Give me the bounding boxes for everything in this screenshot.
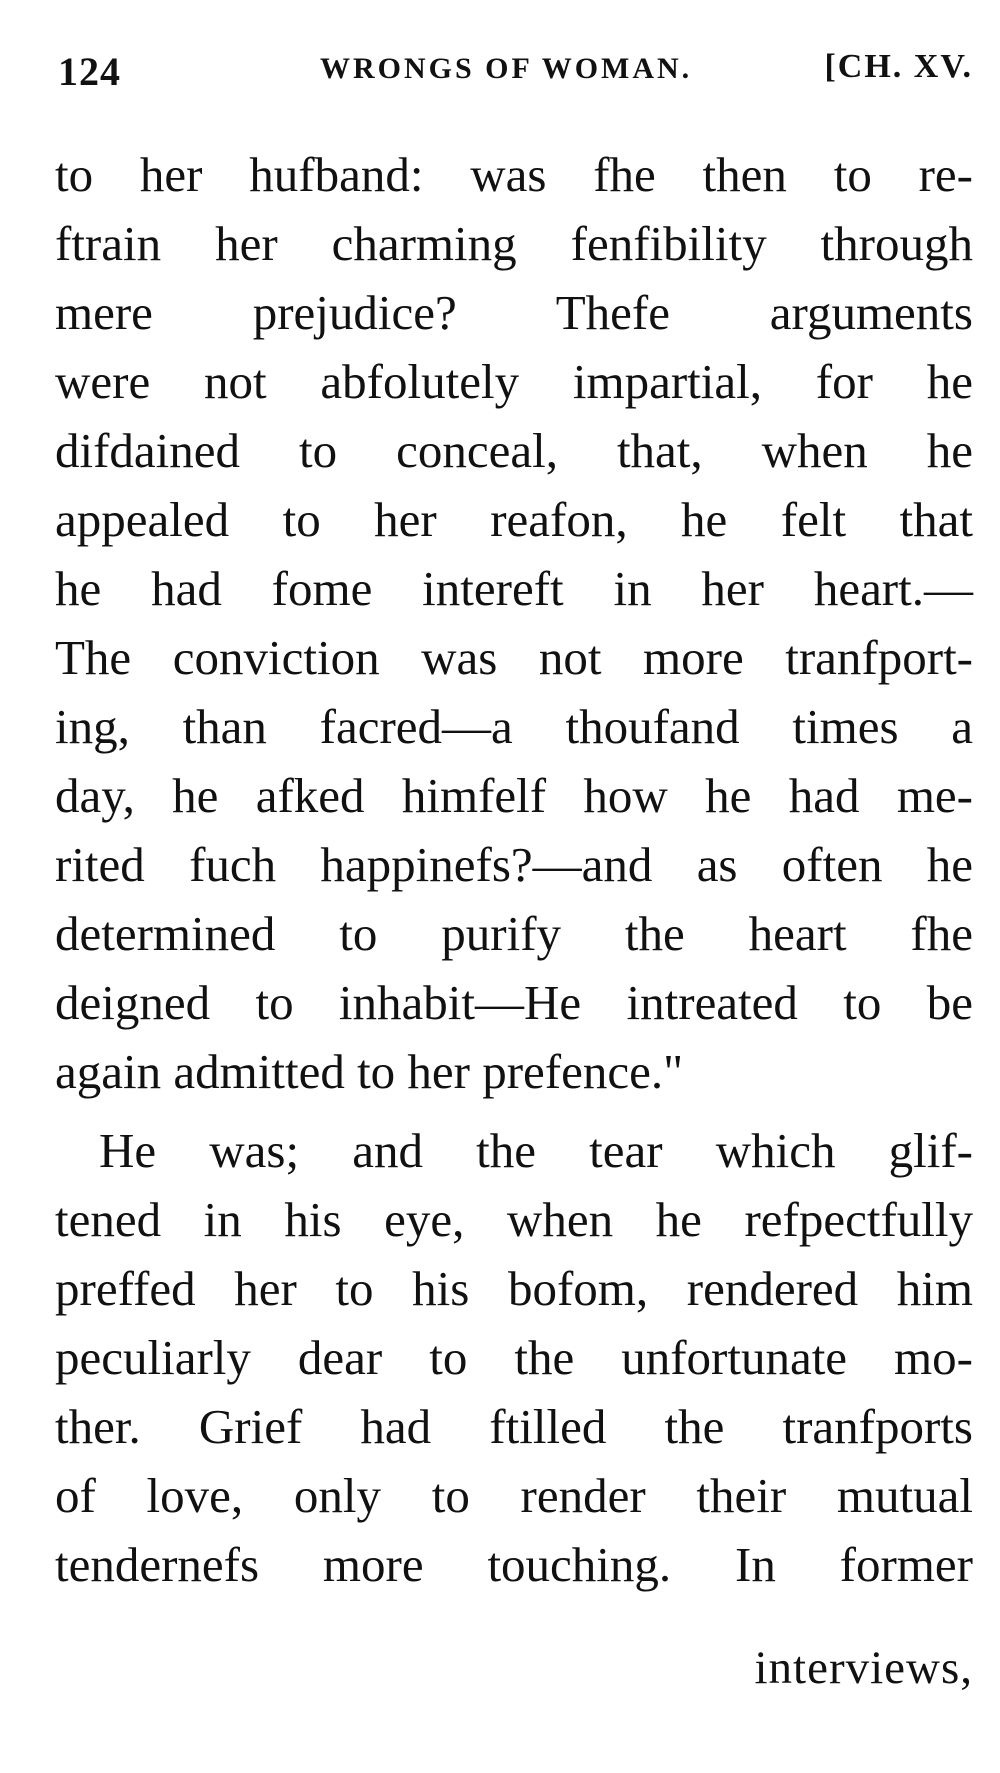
text-line: difdained to conceal, that, when he (55, 423, 973, 478)
body-text (55, 140, 973, 1599)
catchword: interviews, (754, 1642, 973, 1694)
text-line: to her hufband: was fhe then to re- (55, 147, 973, 202)
text-line: day, he afked himfelf how he had me- (55, 768, 973, 823)
text-line: ing, than facred—a thoufand times a (55, 699, 973, 754)
text-line: mere prejudice? Thefe arguments (55, 285, 973, 340)
text-line: he had fome intereft in her heart.— (55, 561, 973, 616)
text-line: ftrain her charming fenfibility through (55, 216, 973, 271)
chapter-reference: [CH. XV. (824, 48, 973, 85)
text-line: preffed her to his bofom, rendered him (55, 1261, 973, 1316)
text-line: peculiarly dear to the unfortunate mo- (55, 1330, 973, 1385)
text-line: again admitted to her prefence." (55, 1044, 684, 1099)
text-line: tened in his eye, when he refpectfully (55, 1192, 973, 1247)
running-header (58, 48, 973, 108)
text-line: rited fuch happinefs?—and as often he (55, 837, 973, 892)
text-line: He was; and the tear which glif- (99, 1123, 973, 1178)
text-line: The conviction was not more tranfport- (55, 630, 973, 685)
text-line: were not abfolutely impartial, for he (55, 354, 973, 409)
text-line: deigned to inhabit—He intreated to be (55, 975, 973, 1030)
paragraph (55, 1116, 973, 1599)
text-line: appealed to her reafon, he felt that (55, 492, 973, 547)
page-number: 124 (58, 49, 121, 94)
running-title: WRONGS OF WOMAN. (320, 52, 693, 85)
paragraph-continued (55, 140, 973, 1106)
paragraph-gap (55, 1106, 973, 1116)
text-line: of love, only to render their mutual (55, 1468, 973, 1523)
text-line: tendernefs more touching. In former (55, 1537, 973, 1592)
text-line: ther. Grief had ftilled the tranfports (55, 1399, 973, 1454)
text-line: determined to purify the heart fhe (55, 906, 973, 961)
